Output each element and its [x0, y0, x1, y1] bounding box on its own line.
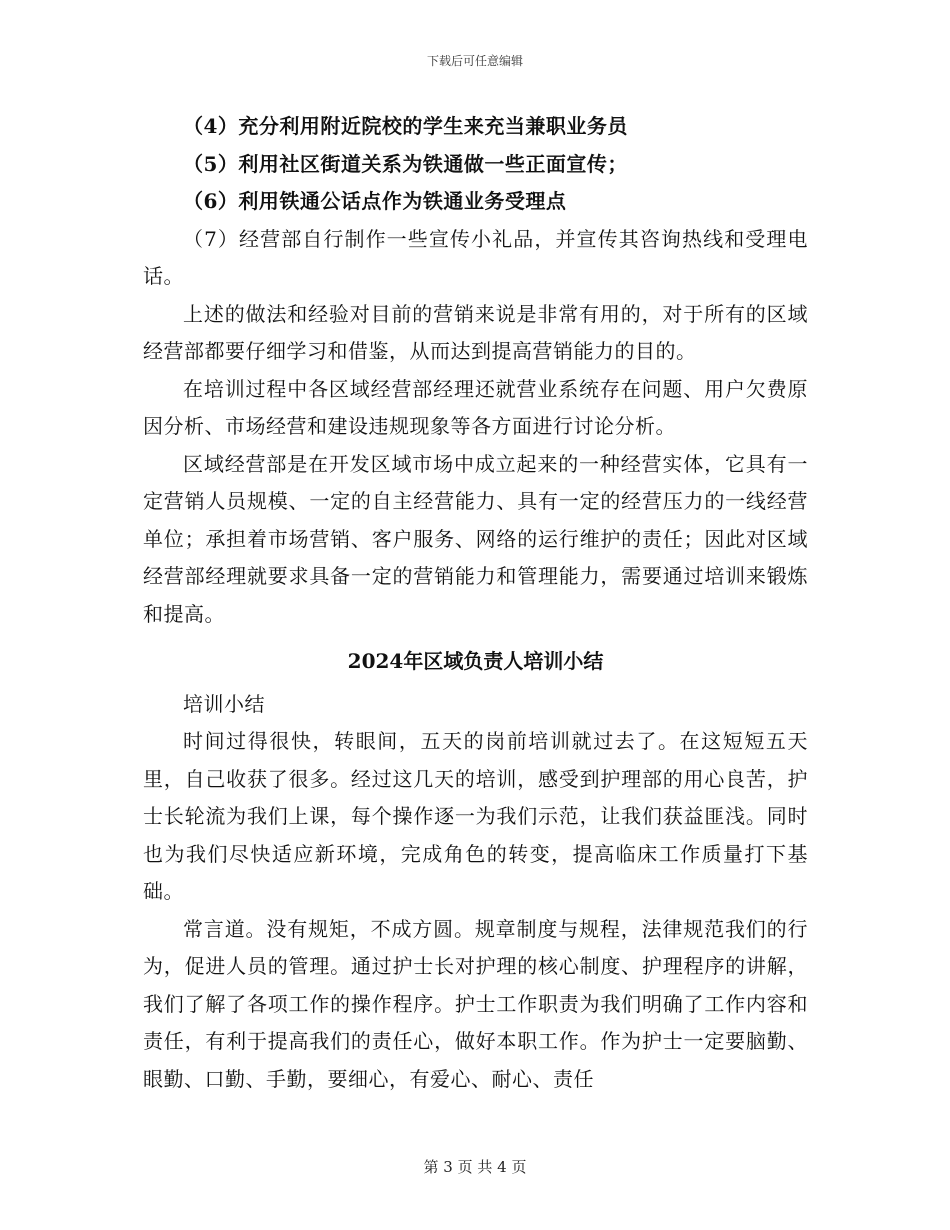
paragraph-subtitle: 培训小结: [183, 691, 265, 716]
paragraph-discussion: 在培训过程中各区域经营部经理还就营业系统存在问题、用户欠费原因分析、市场经营和建设违规现象等各方面进行讨论分析。: [143, 376, 808, 438]
paragraph-training-summary: 时间过得很快，转眼间，五天的岗前培训就过去了。在这短短五天里，自己收获了很多。经过这几天的培训，感受到护理部的用心良苦，护士长轮流为我们上课，每个操作逐一为我们示范，让我们获益匪浅。同时也为我们尽快适应新环境，完成角色的转变，提高临床工作质量打下基础。: [143, 729, 808, 903]
document-body: [143, 108, 808, 1098]
section-title: 2024年区域负责人培训小结: [347, 649, 604, 673]
list-item-5: （5）利用社区街道关系为铁通做一些正面宣传；: [183, 151, 628, 176]
page-footer: 第 3 页 共 4 页: [423, 1158, 527, 1176]
list-item-6: （6）利用铁通公话点作为铁通业务受理点: [183, 189, 567, 213]
list-item-7: （7）经营部自行制作一些宣传小礼品，并宣传其咨询热线和受理电话。: [143, 226, 808, 288]
list-item-4: （4）充分利用附近院校的学生来充当兼职业务员: [183, 114, 628, 138]
paragraph-experience: 上述的做法和经验对目前的营销来说是非常有用的，对于所有的区域经营部都要仔细学习和借鉴，从而达到提高营销能力的目的。: [143, 301, 808, 363]
paragraph-rules: 常言道。没有规矩，不成方圆。规章制度与规程，法律规范我们的行为，促进人员的管理。通过护士长对护理的核心制度、护理程序的讲解，我们了解了各项工作的操作程序。护士工作职责为我们明确了工作内容和责任，有利于提高我们的责任心，做好本职工作。作为护士一定要脑勤、眼勤、口勤、手勤，要细心，有爱心、耐心、责任: [143, 916, 808, 1091]
page-header: 下载后可任意编辑: [426, 54, 523, 68]
paragraph-regional-department: 区域经营部是在开发区域市场中成立起来的一种经营实体，它具有一定营销人员规模、一定的自主经营能力、具有一定的经营压力的一线经营单位；承担着市场营销、客户服务、网络的运行维护的责任；因此对区域经营部经理就要求具备一定的营销能力和管理能力，需要通过培训来锻炼和提高。: [143, 451, 808, 626]
